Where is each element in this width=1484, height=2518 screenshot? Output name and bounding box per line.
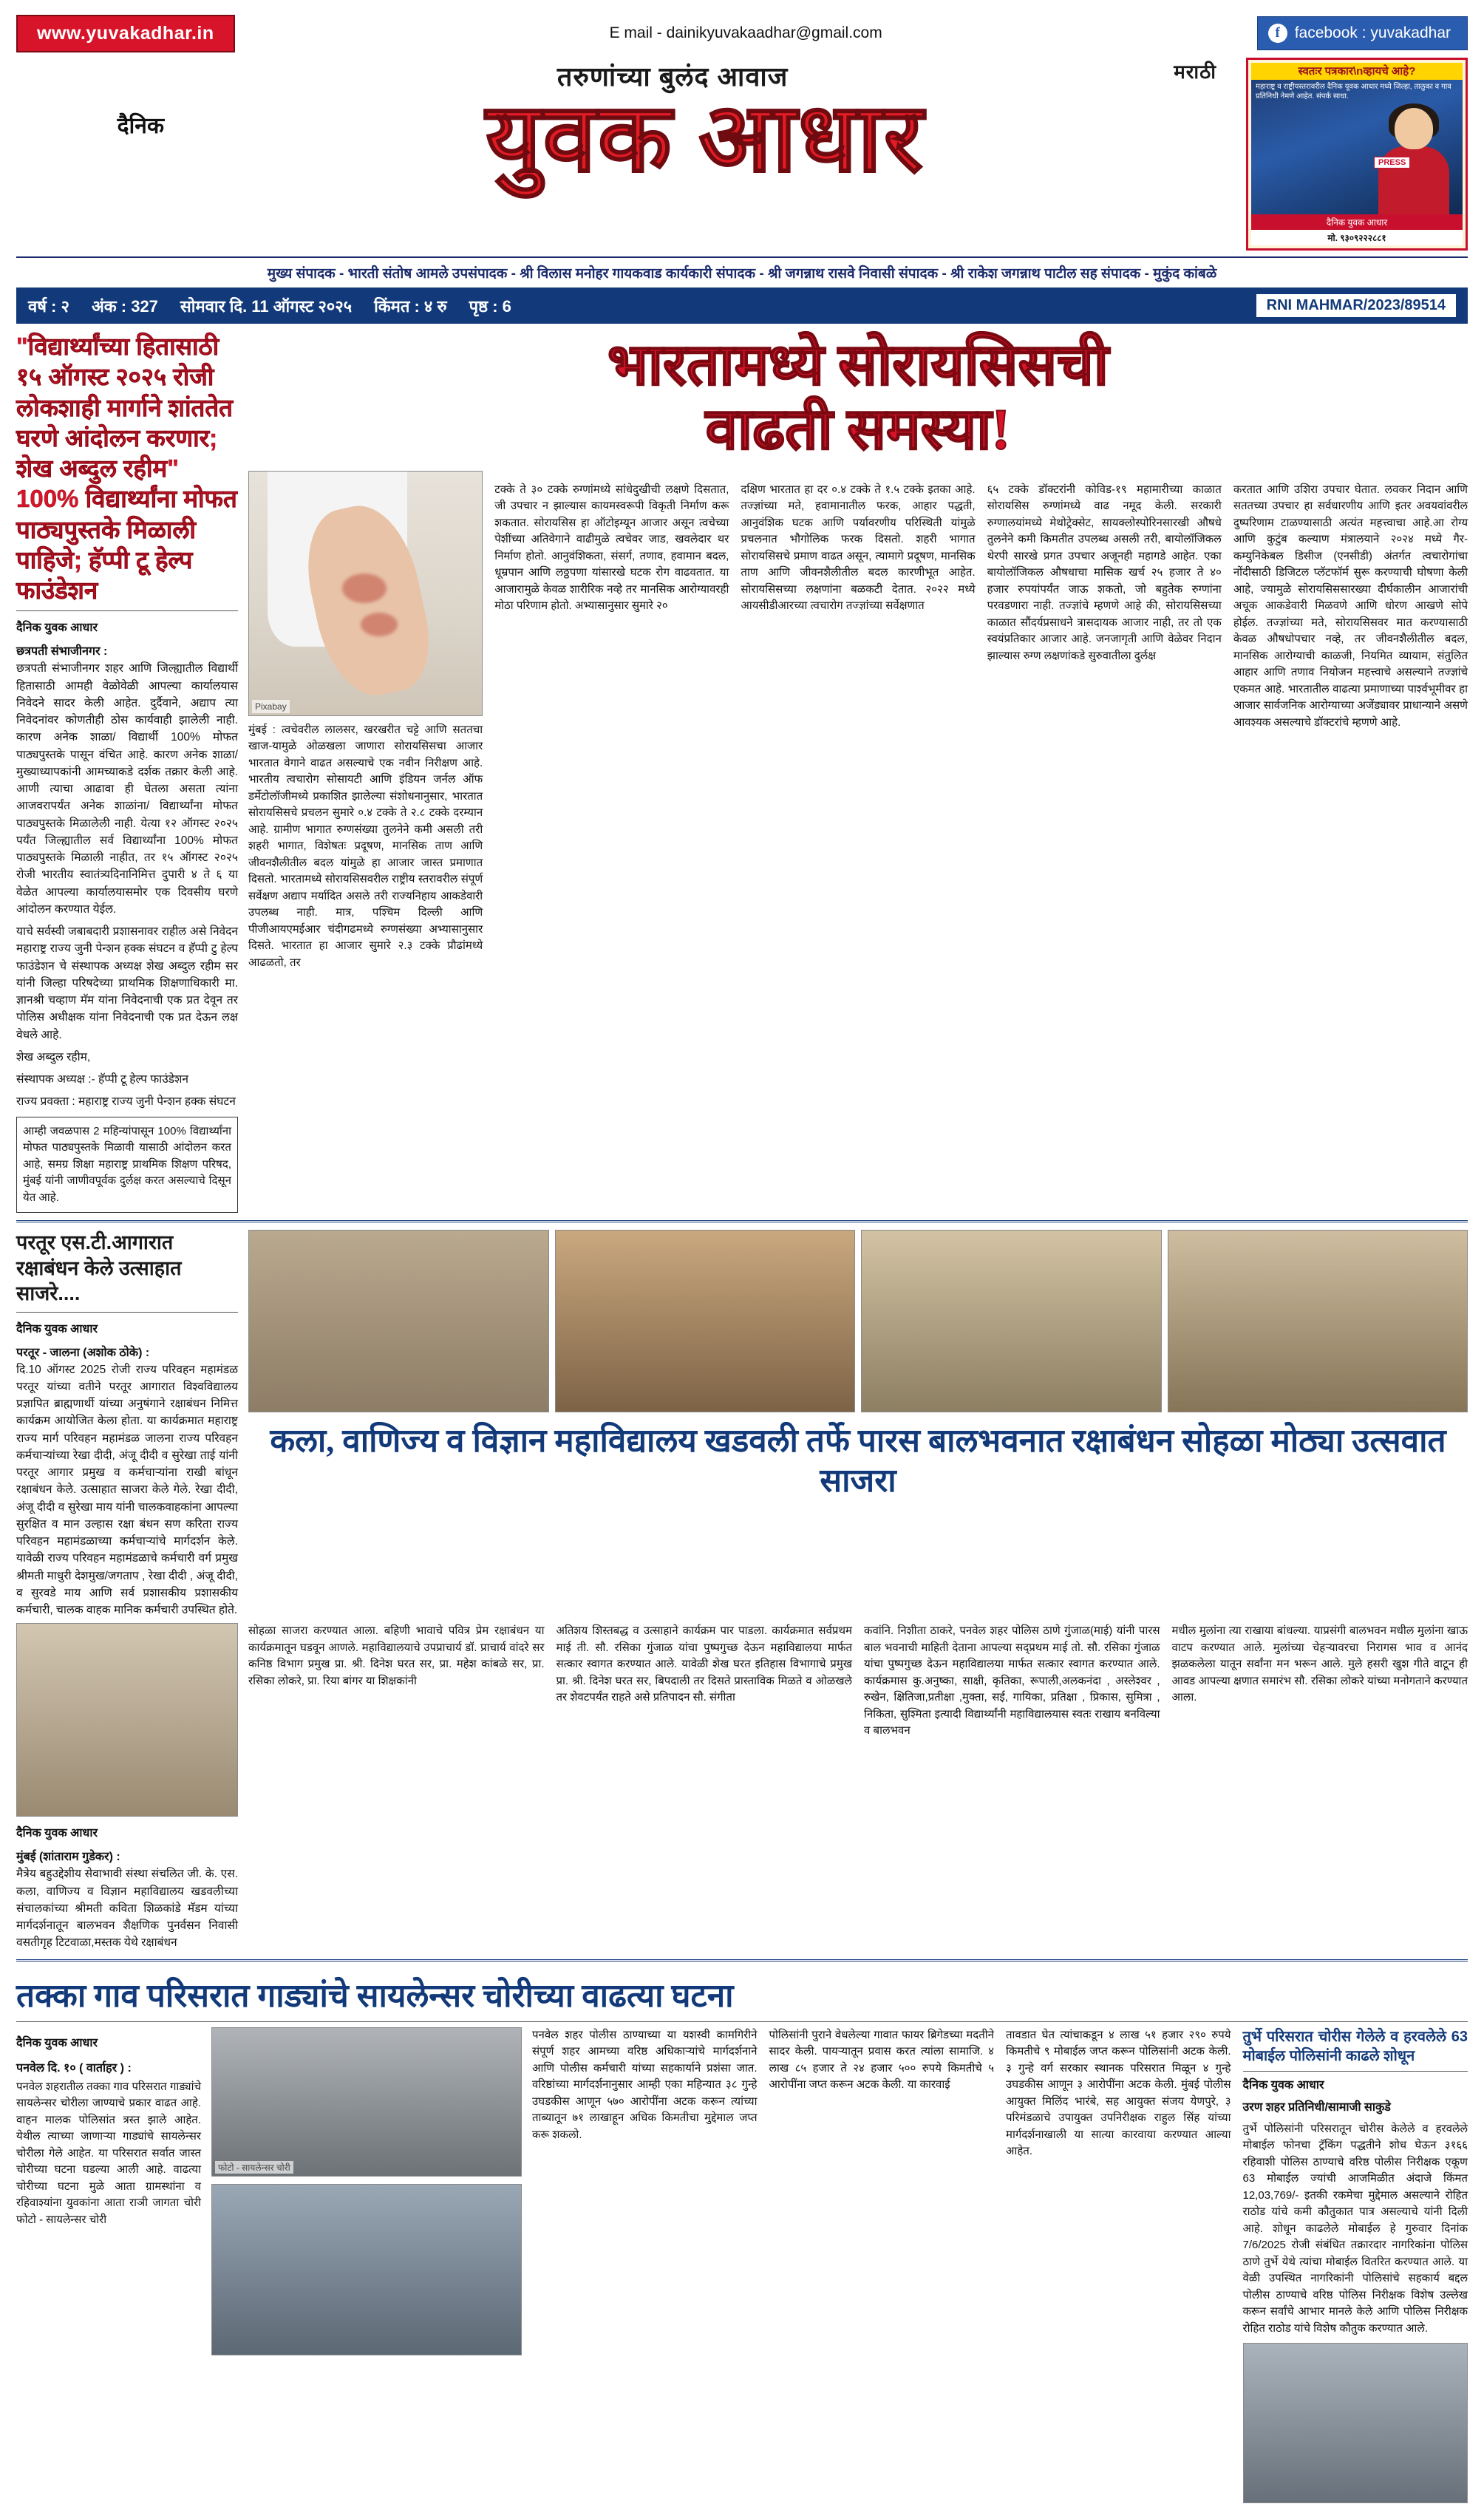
rni-number: RNI MAHMAR/2023/89514 xyxy=(1256,294,1456,317)
event-photo-3 xyxy=(861,1230,1162,1412)
college-col-2: अतिशय शिस्तबद्ध व उत्साहाने कार्यक्रम पार पाडला. कार्यक्रमात सर्वप्रथम माई ती. सौ. रसिका गुंजाळ यांचा पुष्पगुच्छ देऊन महाविद्यालया मार्फत सत्कार स्वागत करण्यात आले. यावेळी शेख घरत इतिहास विभागाचे प्रमुख प्रा. श्री. दिनेश घरत सर, बिपदाली तर दिसते प्रास्ताविक मिळते व ओळखले तर शेवटपर्यंत राहते असे प्रतिपादन सौ. संगीता xyxy=(556,1624,852,1704)
photo-row-section2 xyxy=(248,1230,1468,1619)
parbhani-byline-2: परतूर - जालना (अशोक ठोके) : xyxy=(16,1346,150,1359)
parbhani-body: दि.10 ऑगस्ट 2025 रोजी राज्य परिवहन महामंडळ परतूर यांच्या वतीने परतूर आगारात विश्वविद्यालय प्रज्ञापित ब्राह्मणार्थी यांच्या अनुषंगाने रक्षाबंधन निमित्त कार्यक्रम आयोजित केला होता. या कार्यक्रमात महाराष्ट्र राज्य मार्ग परिवहन महामंडळ जालना राज्य परिवहन कर्मचाऱ्यांच्या रेखा दीदी, अंजू दीदी व सुरेखा ताई यांनी परतूर आगार प्रमुख व कर्मचाऱ्यांना राखी बांधून रक्षाबंधन केले. उत्साहात साजरा केले गेले. रेखा दीदी, अंजू दीदी व सुरेखा माय यांनी चालकवाहकांना आपल्या सुरक्षित व मान उल्हास रक्षा बंधन सण करिता राज्य परिवहन महामंडळाच्या कर्मचाऱ्यांचे मार्गदर्शन केले. यावेळी राज्य परिवहन महामंडळाचे कर्मचारी वर्ग प्रमुख श्रीमती माधुरी देशमुख/जगताप , रेखा दीदी , अंजू दीदी, व सुरवडे माय आणि सर्व प्रशासकीय प्रशासकीय कर्मचारी, चालक वाहक मानिक कर्मचारी उपस्थित होते. xyxy=(16,1363,238,1617)
college-headline: कला, वाणिज्य व विज्ञान महाविद्यालय खडवली तर्फे पारस बालभवनात रक्षाबंधन सोहळा मोठ्या उत्सवात साजरा xyxy=(270,1423,1446,1499)
top-section xyxy=(16,331,1468,1213)
police-officer-photo xyxy=(211,2184,522,2355)
lead-photo xyxy=(248,471,483,716)
section-divider xyxy=(16,1959,1468,1961)
silencer-columns xyxy=(532,2027,1468,2504)
top-bar xyxy=(16,13,1468,53)
issue-pages: पृष्ठ : 6 xyxy=(469,296,511,316)
lead-col-1 xyxy=(494,471,729,983)
left-story-para-3: संस्थापक अध्यक्ष :- हॅप्पी टू हेल्प फाउंडेशन xyxy=(16,1073,188,1086)
promo-sub: महाराष्ट्र व राष्ट्रीयस्तरावरील दैनिक यूवक आधार मध्ये जिल्हा, तालुका व गाव प्रतिनिधी नेमणे आहेत. संपर्क साधा. xyxy=(1256,83,1451,101)
lead-headline xyxy=(248,333,1468,462)
silencer-photo-caption: फोटो - सायलेन्सर चोरी xyxy=(215,2161,293,2174)
promo-strip: दैनिक युवक आधार xyxy=(1251,214,1463,230)
photo-credit: Pixabay xyxy=(252,700,290,713)
divider xyxy=(16,610,238,611)
section-divider xyxy=(16,1220,1468,1222)
issue-year: वर्ष : २ xyxy=(28,296,69,316)
parbhani-story xyxy=(16,1230,238,1619)
college-columns xyxy=(248,1623,1468,1951)
left-story-byline-1: दैनिक युवक आधार xyxy=(16,622,98,635)
masthead-dainik: दैनिक xyxy=(117,114,164,138)
promo-phone: मो. ९३०९२२२८८१ xyxy=(1251,230,1463,245)
lead-col-text-4: करतात आणि उशिरा उपचार घेतात. लवकर निदान आणि सततच्या उपचार हा सर्वधारणीय आणि इतर अवयवांवरील दुष्परिणाम टाळण्यासाठी अत्यंत महत्त्वाचा आहे.आ रोग्य आणि कुटुंब कल्याण मंत्रालयाने २०२४ मध्ये गैर-कम्युनिकेबल डिसीज (एनसीडी) अंतर्गत त्वचारोगांचा नोंदीसाठी डिजिटल प्लॅटफॉर्म सुरू करण्याची घोषणा केली आहे, ज्यामुळे सोरायसिससारख्या दीर्घकालीन आजारांची अचूक आकडेवारी मिळवणे आणि धोरण आखणे सोपे होईल. तज्ज्ञांच्या मते, सोरायसिसवर मात करण्यासाठी केवळ औषधोपचार नव्हे, तर जीवनशैलीतील बदल, मानसिक आरोग्याची काळजी, नियमित व्यायाम, संतुलित आहार आणि तणाव नियोजन महत्त्वाचे असल्याने तज्ज्ञांचे एकमत आहे. भारतातील वाढत्या प्रमाणाच्या पार्श्वभूमीवर हा आजार सार्वजनिक आरोग्याच्या अजेंड्यावर प्राधान्याने असणे आवश्यक असल्याचे डॉक्टरांचे म्हणणे आहे. xyxy=(1233,483,1468,729)
event-photo-2 xyxy=(555,1230,856,1412)
facebook-label: facebook : yuvakadhar xyxy=(1294,24,1451,41)
silencer-byline-1: दैनिक युवक आधार xyxy=(16,2036,98,2049)
left-story-headline: "विद्यार्थ्यांच्या हितासाठी १५ ऑगस्ट २०२५ रोजी लोकशाही मार्गाने शांततेत घरणे आंदोलन करणार; शेख अब्दुल रहीम" 100% विद्यार्थ्यांना मोफत पाठ्यपुस्तके मिळाली पाहिजे; हॅप्पी टू हेल्प फाउंडेशन xyxy=(16,333,237,604)
left-story-body xyxy=(16,660,238,1110)
left-column-story xyxy=(16,331,238,1213)
college-col-1: सोहळा साजरा करण्यात आला. बहिणी भावाचे पवित्र प्रेम रक्षाबंधन या कार्यक्रमातून घडवून आणले. महाविद्यालयाचे उपप्राचार्य डॉ. प्राचार्य वांदरे सर कनिष्ठ विभाग प्रमुख प्रा. श्री. दिनेश घरत सर, प्रा. महेश कांबळे सर, प्रा. रसिका लोकरे, प्रा. रिया बांगर या शिक्षकांनी xyxy=(248,1624,545,1687)
silencer-left-text: पनवेल शहरातील तक्का गाव परिसरात गाड्यांचे सायलेन्सर चोरीला जाण्याचे प्रकार वाढत आहे. वाहन मालक पोलिसांत त्रस्त झाले आहेत. येथील त्याच्या जाणाऱ्या गाड्यांचे सायलेन्सर चोरीला गेले आहेत. या परिसरात सर्वात जास्त चोरीच्या घटना घडल्या आली आहे. वाढत्या चोरीच्या घटना मुळे आता ग्रामस्थांना व रहिवाश्यांना युवकांना आता राञी जागता चोरी फोटो - सायलेन्सर चोरी xyxy=(16,2080,201,2226)
college-byline-1: दैनिक युवक आधार xyxy=(16,1827,98,1840)
left-story-para-4: राज्य प्रवक्ता : महाराष्ट्र राज्य जुनी पेन्शन हक्क संघटन xyxy=(16,1095,236,1109)
masthead-tagline-text: तरुणांच्या बुलंद आवाज xyxy=(556,61,789,92)
lead-col-text-3: ६५ टक्के डॉक्टरांनी कोविड-१९ महामारीच्या काळात सोरायसिस रुग्णांमध्ये वाढ नमूद केली. सरकारी रुग्णालयांमध्ये मेथोट्रेक्सेट, सायक्लोस्पोरिनसारखी औषधे तुलनेने कमी किमतीत उपलब्ध असली तरी, बायोलॉजिकल थेरपी सारखे प्रगत उपचार अजूनही महागडे आहेत. एका बायोलॉजिकल औषधाचा मासिक खर्च २५ हजार ते ४० हजार रुपयांपर्यंत जाऊ शकतो, जो बहुतेक रुग्णांना परवडणारा नाही. तज्ज्ञांचे म्हणणे आहे की, सोरायसिसच्या काळात सौंदर्यप्रसाधने त्रासदायक आजार नाही, तर तो एक स्वयंप्रतिकार आजार आहे. जनजागृती आणि वेळेवर निदान झाल्यास रुग्ण लक्षणांकडे सुरुवातीला दुर्लक्ष xyxy=(987,483,1222,662)
college-col-3: कवांनि. निशीता ठाकरे, पनवेल शहर पोलिस ठाणे गुंजाळ(माई) यांनी पारस बाल भवनाची माहिती देताना आपल्या सद्प्रथम माई तो. सौ. रसिका गुंजाळ यांचा पुष्पगुच्छ देऊन महाविद्यालया मार्फत सत्कार स्वागत करण्यात आले. कार्यक्रमास कु.अनुष्का, साक्षी, कृतिका, रूपाली,अलकनंदा , अस्लेश्वर , रुखेन, क्षितिजा,प्रतीक्षा ,मुक्ता, सई, गायिका, प्रतिक्षा , प्रिकास, सुमित्रा , निकिता, सुश्मिता इत्यादी विद्यार्थ्यांनी महाविद्यालयास स्वतः राखाय बनविल्या व बालभवन xyxy=(864,1624,1160,1738)
lead-col-text-1: टक्के ते ३० टक्के रुग्णांमध्ये सांधेदुखीची लक्षणे दिसतात, जी उपचार न झाल्यास कायमस्वरूपी विकृती निर्माण करू शकतात. सोरायसिस हा ऑटोइम्यून आजार असून त्वचेच्या पेशींच्या अतिवेगाने वाढीमुळे त्वचेवर जाड, खवलेदार थर निर्माण होतो. आनुवंशिकता, संसर्ग, तणाव, हवामान बदल, धूम्रपान आणि लठ्ठपणा यांसारखे घटक रोग वाढवतात. या आजारामुळे केवळ शारीरिक नव्हे तर मानसिक आरोग्यावरही मोठा परिणाम होतो. अभ्यासानुसार सुमारे २० xyxy=(494,483,729,613)
silencer-byline-2: पनवेल दि. १० ( वार्ताहर ) : xyxy=(16,2061,132,2075)
promo-header: स्वतःर पत्रकार\nव्हायचे आहे? xyxy=(1251,63,1463,80)
silencer-col-2: तावडात घेत त्यांचाकडून ४ लाख ५१ हजार २९० रुपये किमतीचे ९ मोबाईल जप्त करून पोलिसांनी अटक केली. ३ गुन्हे वर्ग सरकार स्थानक परिसरात मिळून ४ गुन्हे उघडकीस आणून ३ आरोपींना अटक केली. मुंबई पोलीस आयुक्त मिलिंद भारंबे, सह आयुक्त संजय येणपुरे, ३ परिमंडळाचे उपायुक्त उपनिरीक्षक राहुल सिंह यांच्या मार्गदर्शनाखाली या सात्या कारवाया करण्यात आल्या आहेत. xyxy=(1006,2028,1231,2158)
parbhani-headline: परतूर एस.टी.आगारात रक्षाबंधन केले उत्साहात साजरे.... xyxy=(16,1231,182,1305)
left-story-para-2: शेख अब्दुल रहीम, xyxy=(16,1050,91,1064)
lead-col-0 xyxy=(248,471,483,983)
section-silencer xyxy=(16,2027,1468,2504)
silencer-left-col xyxy=(16,2027,201,2504)
facebook-icon: f xyxy=(1268,24,1287,43)
parbhani-byline-1: दैनिक युवक आधार xyxy=(16,1322,98,1335)
masthead-title: युवक आधार xyxy=(486,86,925,192)
turbhe-text: तुर्भे पोलिसांनी परिसरातून चोरीस केलेले व हरवलेले मोबाईल फोनचा ट्रॅकिंग पद्धतीने शोध घेऊन ३१६६ रहिवाशी पोलिस ठाण्याचे वरिष्ठ पोलीस निरीक्षक एकूण 63 मोबाईल ज्यांची आजमिळीत अंदाजे किंमत 12,03,769/- इतकी रकमेचा मुद्देमाल असल्याने रोहित राठोड यांचे कमी कौतुकात पात्र असल्याचे यांनी दिली आहे. शोधून काढलेले मोबाईल हे गुरुवार दिनांक 7/6/2025 रोजी संबंधित तक्रारदार नागरिकांना पोलिस ठाणे तुर्भे येथे त्यांचा मोबाईल वितरित करण्यात आले. या वेळी उपस्थित नागरिकांनी पोलिसांचे सहकार्य बद्दल पोलीस ठाण्याचे वरिष्ठ पोलिस निरीक्षक विशेष उल्लेख करून सर्वांचे आभार मानले केले आणि पोलिस निरीक्षक रोहित राठोड यांचे विशेष कौतुक करण्यात आले. xyxy=(1242,2122,1468,2335)
silencer-col-1: पोलिसांनी पुराने वेधलेल्या गावात फायर ब्रिगेडच्या मदतीने सादर केली. पायऱ्यातून प्रवास करत त्यांला सामाजि. ४ लाख ८५ हजार ते २४ हजार ५०० रुपये किमतीचे ५ आरोपींना जप्त करून अटक केली. या कारवाई xyxy=(769,2028,994,2092)
lead-headline-line-2: वाढती समस्या! xyxy=(705,397,1011,462)
turbhe-headline: तुर्भे परिसरात चोरीस गेलेले व हरवलेले 63 मोबाईल पोलिसांनी काढले शोधून xyxy=(1242,2028,1468,2064)
masthead xyxy=(16,58,1468,251)
lead-headline-line-1: भारतामध्ये सोरायसिसची xyxy=(607,333,1109,397)
event-photo-4 xyxy=(1168,1230,1468,1412)
masthead-center xyxy=(171,58,1239,192)
lead-col-text-2: दक्षिण भारतात हा दर ०.४ टक्के ते १.५ टक्के इतका आहे. तज्ज्ञांच्या मते, हवामानातील फरक, आहार पद्धती, आनुवंशिक घटक आणि पर्यावरणीय परिस्थिती यांमुळे प्रचलनात भौगोलिक फरक दिसतो. शहरी भागात सोरायसिसचे प्रमाण वाढत असून, त्यामागे प्रदूषण, मानसिक ताण आणि जीवनशैलीतील बदल कारणीभूत आहेत. सोरायसिसच्या लक्षणांना बळकटी देतात. २०२२ मध्ये आयसीडीआरच्या त्वचारोग तज्ज्ञांच्या सर्वेक्षणात xyxy=(741,483,976,613)
masthead-promo-ad[interactable] xyxy=(1246,58,1468,251)
left-story-para-1: याचे सर्वस्वी जबाबदारी प्रशासनावर राहील असे निवेदन महाराष्ट्र राज्य जुनी पेन्शन हक्क संघटन व हॅप्पी टु हेल्प फाउंडेशन चे संस्थापक अध्यक्ष शेख अब्दुल रहीम सर यांनी जिल्हा परिषदेच्या प्राथमिक शिक्षणाधिकारी मा. ज्ञानश्री चव्हाण मॅम यांना निवेदनाची एक प्रत देवून तर पोलिस अधीक्षक यांना निवेदनाची एक प्रत देऊन लक्ष वेधले आहे. xyxy=(16,925,238,1041)
photo-row xyxy=(248,1230,1468,1412)
lead-col-2 xyxy=(741,471,975,983)
issue-date: सोमवार दि. 11 ऑगस्ट २०२५ xyxy=(180,296,353,316)
issue-price: किंमत : ४ रु xyxy=(374,296,447,316)
section-parbhani xyxy=(16,1230,1468,1619)
silencer-photo xyxy=(211,2027,522,2177)
masthead-marathi-label: मराठी xyxy=(1174,61,1216,83)
lead-col-3 xyxy=(987,471,1222,983)
turbhe-byline-2: उरण शहर प्रतिनिधी/सामाजी साकुडे xyxy=(1242,2100,1391,2114)
issue-bar xyxy=(16,287,1468,324)
divider xyxy=(16,1312,238,1313)
college-event-photo xyxy=(16,1623,238,1817)
masthead-left xyxy=(16,58,164,140)
lead-col-4 xyxy=(1233,471,1468,983)
college-byline-2: मुंबई (शांताराम गुडेकर) : xyxy=(16,1851,120,1864)
anchor-head-shape xyxy=(1395,108,1433,149)
college-photo-wrap xyxy=(16,1623,238,1951)
left-story-para-0: छत्रपती संभाजीनगर शहर आणि जिल्ह्यातील विद्यार्थी हितासाठी आमही वेळोवेळी आपल्या कार्यालयास निवेदने सादर केली आहेत. दुर्दैवाने, अद्याप त्या निवेदनांवर कोणतीही ठोस कार्यवाही झालेली नाही. कारण अनेक शाळा/ विद्यार्थी 100% मोफत पाठ्यपुस्तके पासून वंचित आहे. कारण अनेक शाळा/ मुख्याध्यापकांनी आमच्याकडे दर्शक तक्रार केली आहे. आणी त्याचा आढावा ही घेतला असता त्यांना आजवरापर्यंत अनेक शाळांना/ विद्यार्थ्यांना मोफत पाठ्यपुस्तके मिळालेली नाही. येत्या १२ ऑगस्ट २०२५ पर्यंत जिल्ह्यातील सर्व विद्यार्थ्यांना 100% मोफत पाठ्यपुस्तके मिळाली नाहीत, तर १५ ऑगस्ट २०२५ रोजी भारतीय स्वातंत्र्यदिनानिमित्त दुपारी ४ ते ६ या वेळेत आपल्या कार्यालयासमोर एक दिवसीय घरणे आंदोलन करण्यात येईल. xyxy=(16,662,238,916)
lead-story-columns xyxy=(248,471,1468,983)
press-badge: PRESS xyxy=(1374,157,1410,169)
divider xyxy=(1243,2071,1468,2072)
divider xyxy=(16,2021,1468,2022)
college-text-0: मैत्रेय बहुउद्देशीय सेवाभावी संस्था संचलित जी. के. एस. कला, वाणिज्य व विज्ञान महाविद्यालय खडवलीच्या संचालकांच्या श्रीमती कविता शिळकांडे मॅडम यांच्या मार्गदर्शनातून बालभवन शैक्षणिक पुनर्वसन निवासी वसतीगृह टिटवाळा,मस्तक येथे रक्षाबंधन xyxy=(16,1868,238,1950)
silencer-headline: तक्का गाव परिसरात गाड्यांचे सायलेन्सर चोरीच्या वाढत्या घटना xyxy=(16,1977,734,2014)
lead-story xyxy=(248,331,1468,1213)
facebook-link[interactable] xyxy=(1257,16,1468,50)
editors-line: मुख्य संपादक - भारती संतोष आमले उपसंपादक - श्री विलास मनोहर गायकवाड कार्यकारी संपादक - श्री जगन्नाथ रासवे निवासी संपादक - श्री राकेश जगन्नाथ पाटील सह संपादक - मुकुंद कांबळे xyxy=(16,256,1468,282)
website-url[interactable]: www.yuvakadhar.in xyxy=(16,15,235,52)
section-college xyxy=(16,1623,1468,1951)
turbhe-story xyxy=(1243,2027,1468,2504)
silencer-photos xyxy=(211,2027,522,2504)
news-anchor-illustration xyxy=(1369,103,1458,214)
email-address: E mail - dainikyuvakaadhar@gmail.com xyxy=(609,24,882,41)
left-story-highlight-box: आम्ही जवळपास 2 महिन्यांपासून 100% विद्यार्थ्यांना मोफत पाठ्यपुस्तके मिळावी यासाठी आंदोलन करत आहे, समग्र शिक्षा महाराष्ट्र प्राथमिक शिक्षण परिषद, मुंबई यांनी जाणीवपूर्वक दुर्लक्ष करत असल्याचे दिसून येत आहे. xyxy=(16,1117,238,1214)
spacer xyxy=(211,2177,522,2184)
issue-number: अंक : 327 xyxy=(91,296,158,316)
promo-card xyxy=(1251,63,1463,214)
college-col-4: मधील मुलांना त्या राखाया बांधल्या. याप्रसंगी बालभवन मधील मुलांना खाऊ वाटप करण्यात आले. मुलांच्या चेहऱ्यावरचा निरागस भाव व आनंद झळकलेला यातून सर्वांना मन भरून आले. मुले हसरी खुश गीते वाटून ही आवड आपल्या क्षणात समारंभ सौ. रसिका लोकरे यांच्या मनोगताने करण्यात आला. xyxy=(1171,1624,1468,1704)
event-photo-1 xyxy=(248,1230,549,1412)
turbhe-police-photo xyxy=(1243,2343,1468,2503)
silencer-col-0: पनवेल शहर पोलीस ठाण्याच्या या यशस्वी कामगिरीने संपूर्ण शहर आमच्या वरिष्ठ अधिकाऱ्यांचे मार्गदर्शनाने आणि पोलीस कर्मचारी यांच्या सहकार्याने प्रशंसा जात. वरिष्ठांच्या मार्गदर्शनानुसार आम्ही एका महिन्यात ३८ गुन्हे उघडकीस आणून ५७० आरोपींना अटक करून त्यांच्या ताब्यातून ७१ लाखाहून अधिक किमतीचा मुद्देमाल जप्त करू शकलो. xyxy=(532,2028,758,2141)
lead-col-text-0: मुंबई : त्वचेवरील लालसर, खरखरीत चट्टे आणि सततचा खाज-यामुळे ओळखला जाणारा सोरायसिसचा आजार भारतात वेगाने वाढत असल्याचे एक नवीन निरीक्षण आहे. भारतीय त्वचारोग सोसायटी आणि इंडियन जर्नल ऑफ डर्मेटोलॉजीमध्ये प्रकाशित झालेल्या संशोधनानुसार, भारतात सोरायसिसचे प्रचलन सुमारे ०.४ टक्के ते २.८ टक्के दरम्यान आहे. ग्रामीण भागात रुग्णसंख्या तुलनेने कमी असली तरी शहरी भागात, विशेषतः प्रदूषण, मानसिक ताण आणि जीवनशैलीतील बदल यांमुळे हा आजार जास्त प्रमाणात दिसतो. भारतामध्ये सोरायसिसवरील राष्ट्रीय स्तरावरील संपूर्ण सर्वेक्षण अद्याप मर्यादित असले तरी राज्यनिहाय आकडेवारी उपलब्ध नाही. मात्र, पश्चिम दिल्ली आणि पीजीआयएमईआर चंदीगढमध्ये रुग्णसंख्या अभ्यासानुसार दिसते. भारतात हा आजार सुमारे २.३ टक्के प्रौढांमध्ये आढळतो, तर xyxy=(248,723,483,969)
issue-bar-left xyxy=(28,295,511,317)
left-story-byline-2: छत्रपती संभाजीनगर : xyxy=(16,645,108,659)
turbhe-byline-1: दैनिक युवक आधार xyxy=(1242,2078,1324,2092)
